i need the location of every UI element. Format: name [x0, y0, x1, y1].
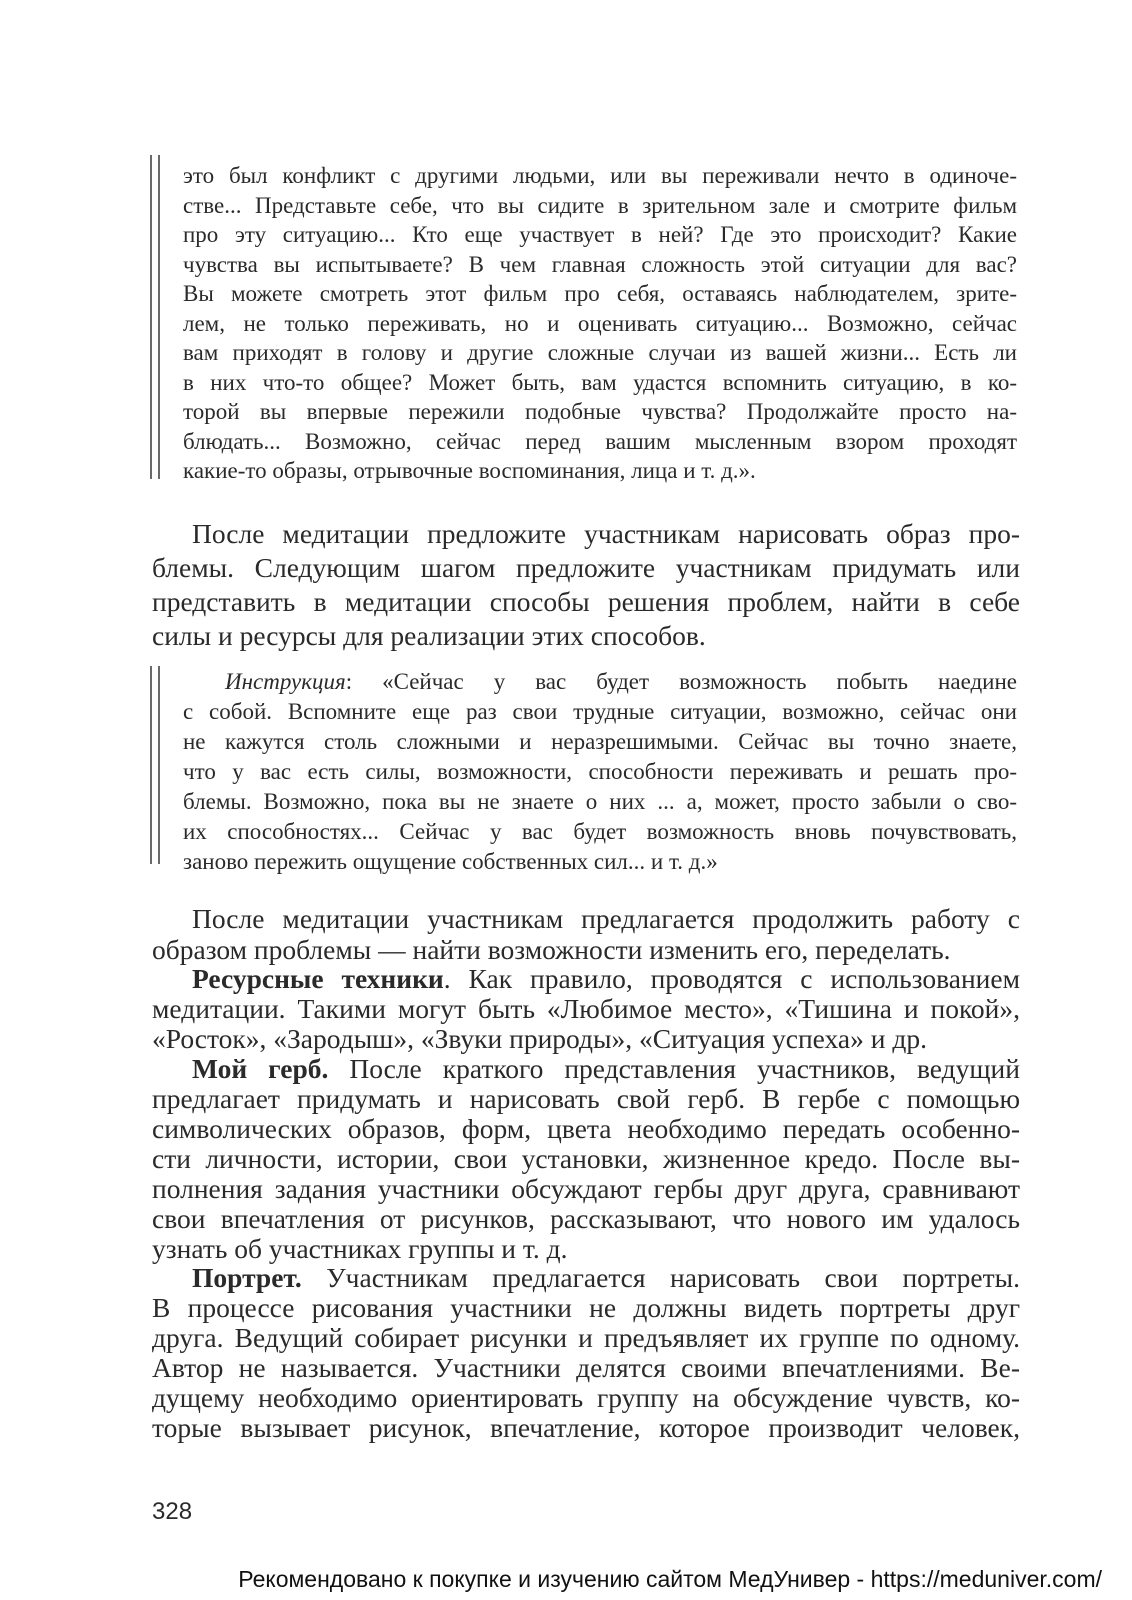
body-line: символических образов, форм, цвета необходимо передать особенно- [152, 1113, 1020, 1144]
quote-bar-2 [150, 666, 160, 864]
quote-line: с собой. Вспомните еще раз свои трудные ситуации, возможно, сейчас они [183, 699, 1017, 724]
body-line: дущему необходимо ориентировать группу на обсуждение чувств, ко- [152, 1382, 1020, 1413]
instruction-text: : «Сейчас у вас будет возможность побыть наедине [345, 669, 1017, 694]
body-line: полнения задания участники обсуждают гербы друг друга, сравнивают [152, 1173, 1020, 1204]
instruction-label: Инструкция [225, 669, 346, 694]
quote-line: блюдать... Возможно, сейчас перед вашим мысленным взором проходят [183, 428, 1017, 454]
quote-line: их способностях... Сейчас у вас будет возможность вновь почувствовать, [183, 819, 1017, 844]
body-line: «Росток», «Зародыш», «Звуки природы», «Ситуация успеха» и др. [152, 1023, 927, 1054]
quote-line: чувства вы испытываете? В чем главная сложность этой ситуации для вас? [183, 251, 1017, 277]
quote-line: не кажутся столь сложными и неразрешимыми. Сейчас вы точно знаете, [183, 729, 1017, 754]
body-line: После медитации предложите участникам нарисовать образ про- [192, 518, 1020, 549]
body-line: представить в медитации способы решения проблем, найти в себе [152, 586, 1020, 617]
body-line: силы и ресурсы для реализации этих способов. [152, 620, 706, 651]
term-my-coat-of-arms: Мой герб. [192, 1053, 329, 1084]
quote-line: что у вас есть силы, возможности, способности переживать и решать про- [183, 759, 1017, 784]
body-line: предлагает придумать и нарисовать свой герб. В гербе с помощью [152, 1083, 1020, 1114]
body-line: медитации. Такими могут быть «Любимое место», «Тишина и покой», [152, 993, 1020, 1024]
quote-line [183, 667, 1017, 696]
body-line: свои впечатления от рисунков, рассказывают, что нового им удалось [152, 1203, 1020, 1234]
quote-line: заново пережить ощущение собственных сил... и т. д.» [183, 849, 718, 874]
quote-line: в них что-то общее? Может быть, вам удастся вспомнить ситуацию, в ко- [183, 369, 1017, 395]
body-text: Участникам предлагается нарисовать свои портреты. [301, 1262, 1020, 1293]
quote-line: это был конфликт с другими людьми, или вы переживали нечто в одиноче- [183, 163, 1017, 188]
quote-line: Вы можете смотреть этот фильм про себя, оставаясь наблюдателем, зрите- [183, 281, 1017, 306]
quote-bar-1 [150, 155, 160, 479]
body-text: . Как правило, проводятся с использованием [443, 963, 1020, 994]
quote-line: вам приходят в голову и другие сложные случаи из вашей жизни... Есть ли [183, 340, 1017, 365]
body-line: торые вызывает рисунок, впечатление, которое производит человек, [152, 1412, 1020, 1443]
quote-line: торой вы впервые пережили подобные чувства? Продолжайте просто на- [183, 399, 1017, 424]
body-line: сти личности, истории, свои установки, жизненное кредо. После вы- [152, 1143, 1020, 1174]
body-text: После краткого представления участников, ведущий [328, 1053, 1020, 1084]
quote-line: какие-то образы, отрывочные воспоминания, лица и т. д.». [183, 458, 756, 483]
term-portrait: Портрет. [192, 1262, 302, 1293]
quote-line: про эту ситуацию... Кто еще участвует в ней? Где это происходит? Какие [183, 222, 1017, 247]
quote-line: лем, не только переживать, но и оценивать ситуацию... Возможно, сейчас [183, 310, 1017, 336]
body-line: друга. Ведущий собирает рисунки и предъявляет их группе по одному. [152, 1322, 1020, 1353]
body-line: Автор не называется. Участники делятся своими впечатлениями. Ве- [152, 1352, 1020, 1383]
page-number: 328 [152, 1498, 193, 1525]
term-resource-techniques: Ресурсные техники [192, 963, 444, 994]
body-line: образом проблемы — найти возможности изменить его, переделать. [152, 934, 951, 965]
footer-link[interactable]: Рекомендовано к покупке и изучению сайтом МедУнивер - https://meduniver.com/ [238, 1566, 1102, 1592]
body-line: узнать об участниках группы и т. д. [152, 1233, 568, 1264]
body-line: После медитации участникам предлагается продолжить работу с [192, 903, 1020, 934]
body-line: В процессе рисования участники не должны видеть портреты друг [152, 1292, 1020, 1323]
body-line: блемы. Следующим шагом предложите участникам придумать или [152, 552, 1020, 583]
quote-line: стве... Представьте себе, что вы сидите в зрительном зале и смотрите фильм [183, 192, 1017, 218]
quote-line: блемы. Возможно, пока вы не знаете о них ... а, может, просто забыли о сво- [183, 789, 1017, 814]
